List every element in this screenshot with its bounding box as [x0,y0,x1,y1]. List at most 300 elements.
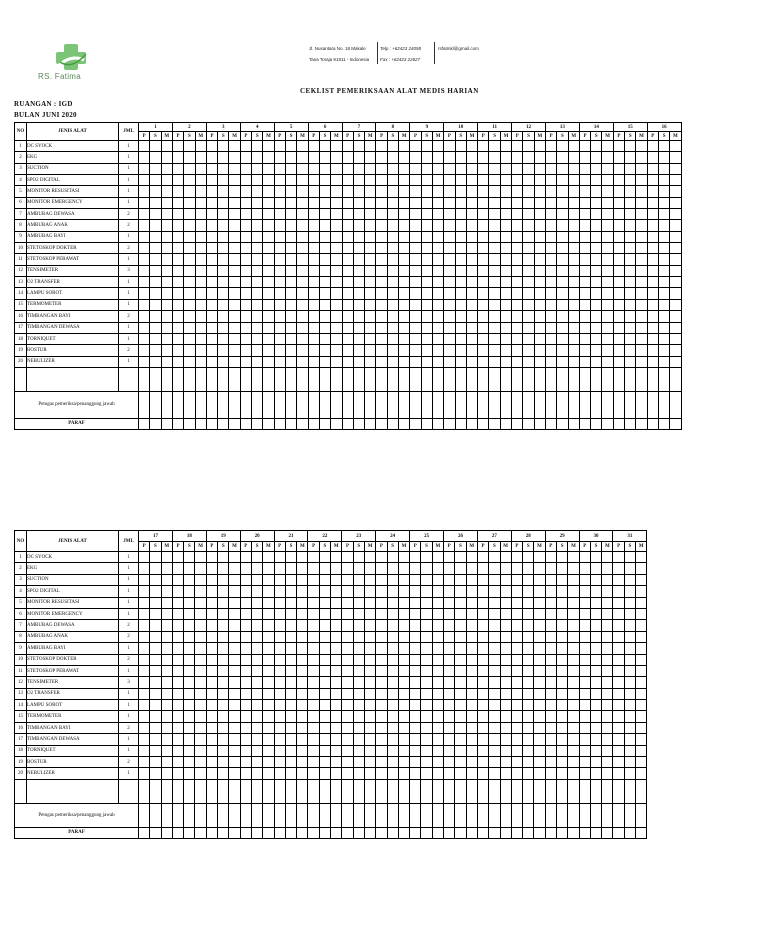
check-cell[interactable] [342,620,353,631]
check-cell[interactable] [568,643,579,654]
check-cell[interactable] [636,152,647,163]
check-cell[interactable] [398,745,409,756]
check-cell[interactable] [376,597,387,608]
check-cell[interactable] [444,356,455,367]
check-cell[interactable] [602,643,613,654]
check-cell[interactable] [240,711,251,722]
check-cell[interactable] [489,688,500,699]
sign-cell[interactable] [602,391,613,418]
check-cell[interactable] [229,333,240,344]
check-cell[interactable] [523,552,534,563]
check-cell[interactable] [229,254,240,265]
check-cell[interactable] [387,643,398,654]
check-cell[interactable] [432,333,443,344]
check-cell[interactable] [432,356,443,367]
check-cell[interactable] [613,186,624,197]
check-cell[interactable] [240,768,251,779]
check-cell[interactable] [523,231,534,242]
check-cell[interactable] [444,677,455,688]
check-cell[interactable] [252,254,263,265]
check-cell[interactable] [308,197,319,208]
check-cell[interactable] [172,586,183,597]
sign-cell[interactable] [478,391,489,418]
check-cell[interactable] [387,356,398,367]
check-cell[interactable] [285,163,296,174]
check-cell[interactable] [455,345,466,356]
check-cell[interactable] [568,552,579,563]
check-cell[interactable] [218,231,229,242]
check-cell[interactable] [579,643,590,654]
check-cell[interactable] [466,163,477,174]
check-cell[interactable] [568,688,579,699]
sign-cell[interactable] [387,803,398,827]
check-cell[interactable] [206,722,217,733]
check-cell[interactable] [613,231,624,242]
check-cell[interactable] [319,254,330,265]
check-cell[interactable] [150,333,161,344]
check-cell[interactable] [206,152,217,163]
check-cell[interactable] [353,311,364,322]
check-cell[interactable] [184,597,195,608]
check-cell[interactable] [319,643,330,654]
check-cell[interactable] [139,734,150,745]
check-cell[interactable] [579,299,590,310]
check-cell[interactable] [376,333,387,344]
check-cell[interactable] [489,654,500,665]
check-cell[interactable] [218,333,229,344]
check-cell[interactable] [568,345,579,356]
check-cell[interactable] [523,665,534,676]
check-cell[interactable] [421,265,432,276]
check-cell[interactable] [331,631,342,642]
check-cell[interactable] [229,608,240,619]
check-cell[interactable] [511,574,522,585]
sign-cell[interactable] [613,391,624,418]
paraf-cell[interactable] [206,827,217,838]
check-cell[interactable] [444,220,455,231]
check-cell[interactable] [206,186,217,197]
check-cell[interactable] [455,552,466,563]
check-cell[interactable] [150,711,161,722]
check-cell[interactable] [455,299,466,310]
check-cell[interactable] [523,745,534,756]
check-cell[interactable] [466,734,477,745]
check-cell[interactable] [184,574,195,585]
check-cell[interactable] [364,688,375,699]
sign-cell[interactable] [319,803,330,827]
paraf-cell[interactable] [636,418,647,429]
check-cell[interactable] [274,631,285,642]
check-cell[interactable] [150,265,161,276]
check-cell[interactable] [342,299,353,310]
check-cell[interactable] [139,209,150,220]
check-cell[interactable] [489,345,500,356]
check-cell[interactable] [274,220,285,231]
check-cell[interactable] [579,197,590,208]
check-cell[interactable] [636,254,647,265]
check-cell[interactable] [364,700,375,711]
check-cell[interactable] [172,152,183,163]
check-cell[interactable] [251,654,262,665]
check-cell[interactable] [308,631,319,642]
check-cell[interactable] [624,734,635,745]
check-cell[interactable] [297,265,308,276]
check-cell[interactable] [636,643,647,654]
check-cell[interactable] [658,265,669,276]
check-cell[interactable] [602,745,613,756]
sign-cell[interactable] [206,391,217,418]
check-cell[interactable] [161,345,172,356]
check-cell[interactable] [319,722,330,733]
sign-cell[interactable] [387,391,398,418]
check-cell[interactable] [410,586,421,597]
check-cell[interactable] [252,141,263,152]
check-cell[interactable] [591,345,602,356]
check-cell[interactable] [602,711,613,722]
check-cell[interactable] [523,597,534,608]
check-cell[interactable] [602,768,613,779]
check-cell[interactable] [172,631,183,642]
check-cell[interactable] [647,163,658,174]
check-cell[interactable] [263,757,274,768]
check-cell[interactable] [421,677,432,688]
check-cell[interactable] [399,209,410,220]
check-cell[interactable] [625,311,636,322]
check-cell[interactable] [613,220,624,231]
check-cell[interactable] [534,643,545,654]
check-cell[interactable] [274,620,285,631]
check-cell[interactable] [512,345,523,356]
check-cell[interactable] [353,677,364,688]
check-cell[interactable] [308,552,319,563]
check-cell[interactable] [376,563,387,574]
check-cell[interactable] [545,333,556,344]
check-cell[interactable] [364,586,375,597]
check-cell[interactable] [568,356,579,367]
check-cell[interactable] [557,277,568,288]
check-cell[interactable] [150,620,161,631]
check-cell[interactable] [591,299,602,310]
check-cell[interactable] [139,745,150,756]
check-cell[interactable] [636,288,647,299]
check-cell[interactable] [568,665,579,676]
check-cell[interactable] [432,768,443,779]
check-cell[interactable] [274,745,285,756]
check-cell[interactable] [274,677,285,688]
check-cell[interactable] [500,734,511,745]
check-cell[interactable] [568,152,579,163]
check-cell[interactable] [274,608,285,619]
check-cell[interactable] [218,141,229,152]
check-cell[interactable] [591,175,602,186]
check-cell[interactable] [297,608,308,619]
check-cell[interactable] [240,665,251,676]
check-cell[interactable] [545,265,556,276]
paraf-cell[interactable] [206,418,217,429]
check-cell[interactable] [240,141,251,152]
check-cell[interactable] [139,700,150,711]
check-cell[interactable] [523,586,534,597]
check-cell[interactable] [545,654,556,665]
check-cell[interactable] [636,768,647,779]
paraf-cell[interactable] [523,827,534,838]
sign-cell[interactable] [353,803,364,827]
paraf-cell[interactable] [410,827,421,838]
check-cell[interactable] [161,231,172,242]
check-cell[interactable] [410,700,421,711]
check-cell[interactable] [590,665,601,676]
check-cell[interactable] [387,552,398,563]
check-cell[interactable] [274,209,285,220]
check-cell[interactable] [579,277,590,288]
check-cell[interactable] [421,311,432,322]
check-cell[interactable] [534,299,545,310]
check-cell[interactable] [285,563,296,574]
sign-cell[interactable] [444,391,455,418]
check-cell[interactable] [195,563,206,574]
check-cell[interactable] [579,333,590,344]
check-cell[interactable] [636,711,647,722]
check-cell[interactable] [670,243,681,254]
check-cell[interactable] [421,608,432,619]
check-cell[interactable] [319,757,330,768]
check-cell[interactable] [523,254,534,265]
check-cell[interactable] [591,288,602,299]
check-cell[interactable] [376,231,387,242]
check-cell[interactable] [579,563,590,574]
check-cell[interactable] [489,333,500,344]
check-cell[interactable] [342,677,353,688]
paraf-cell[interactable] [240,827,251,838]
check-cell[interactable] [331,220,342,231]
check-cell[interactable] [274,197,285,208]
check-cell[interactable] [285,333,296,344]
check-cell[interactable] [432,563,443,574]
check-cell[interactable] [353,231,364,242]
check-cell[interactable] [308,597,319,608]
check-cell[interactable] [150,574,161,585]
check-cell[interactable] [172,265,183,276]
check-cell[interactable] [579,288,590,299]
check-cell[interactable] [274,186,285,197]
check-cell[interactable] [410,220,421,231]
check-cell[interactable] [387,231,398,242]
check-cell[interactable] [387,277,398,288]
check-cell[interactable] [251,722,262,733]
check-cell[interactable] [590,586,601,597]
paraf-cell[interactable] [387,418,398,429]
check-cell[interactable] [229,311,240,322]
check-cell[interactable] [466,254,477,265]
check-cell[interactable] [342,574,353,585]
check-cell[interactable] [534,254,545,265]
check-cell[interactable] [579,665,590,676]
check-cell[interactable] [466,243,477,254]
check-cell[interactable] [195,552,206,563]
check-cell[interactable] [398,665,409,676]
check-cell[interactable] [342,197,353,208]
check-cell[interactable] [523,711,534,722]
check-cell[interactable] [263,254,274,265]
check-cell[interactable] [218,322,229,333]
sign-cell[interactable] [342,391,353,418]
check-cell[interactable] [624,643,635,654]
check-cell[interactable] [387,768,398,779]
paraf-cell[interactable] [184,827,195,838]
check-cell[interactable] [466,608,477,619]
check-cell[interactable] [195,265,206,276]
check-cell[interactable] [319,163,330,174]
check-cell[interactable] [534,163,545,174]
check-cell[interactable] [579,175,590,186]
check-cell[interactable] [410,597,421,608]
check-cell[interactable] [297,574,308,585]
check-cell[interactable] [432,277,443,288]
check-cell[interactable] [478,163,489,174]
check-cell[interactable] [602,277,613,288]
check-cell[interactable] [444,608,455,619]
check-cell[interactable] [184,586,195,597]
check-cell[interactable] [647,311,658,322]
check-cell[interactable] [365,265,376,276]
check-cell[interactable] [353,552,364,563]
check-cell[interactable] [500,152,511,163]
check-cell[interactable] [466,700,477,711]
check-cell[interactable] [274,757,285,768]
sign-cell[interactable] [455,803,466,827]
check-cell[interactable] [579,586,590,597]
check-cell[interactable] [353,654,364,665]
check-cell[interactable] [172,311,183,322]
check-cell[interactable] [432,345,443,356]
check-cell[interactable] [523,141,534,152]
check-cell[interactable] [477,631,488,642]
check-cell[interactable] [319,586,330,597]
check-cell[interactable] [376,254,387,265]
check-cell[interactable] [556,700,567,711]
check-cell[interactable] [444,722,455,733]
check-cell[interactable] [285,620,296,631]
check-cell[interactable] [624,586,635,597]
check-cell[interactable] [613,254,624,265]
check-cell[interactable] [285,552,296,563]
check-cell[interactable] [353,597,364,608]
check-cell[interactable] [285,265,296,276]
check-cell[interactable] [556,620,567,631]
check-cell[interactable] [579,163,590,174]
check-cell[interactable] [387,631,398,642]
check-cell[interactable] [297,322,308,333]
check-cell[interactable] [545,311,556,322]
check-cell[interactable] [218,277,229,288]
check-cell[interactable] [274,231,285,242]
check-cell[interactable] [591,265,602,276]
check-cell[interactable] [568,175,579,186]
check-cell[interactable] [590,597,601,608]
check-cell[interactable] [489,597,500,608]
check-cell[interactable] [523,734,534,745]
check-cell[interactable] [139,311,150,322]
check-cell[interactable] [534,620,545,631]
check-cell[interactable] [229,322,240,333]
check-cell[interactable] [545,175,556,186]
check-cell[interactable] [240,677,251,688]
check-cell[interactable] [387,197,398,208]
check-cell[interactable] [229,141,240,152]
check-cell[interactable] [613,299,624,310]
sign-cell[interactable] [590,803,601,827]
check-cell[interactable] [353,175,364,186]
check-cell[interactable] [545,563,556,574]
check-cell[interactable] [557,175,568,186]
check-cell[interactable] [466,643,477,654]
check-cell[interactable] [534,711,545,722]
check-cell[interactable] [534,677,545,688]
paraf-cell[interactable] [263,418,274,429]
check-cell[interactable] [602,757,613,768]
check-cell[interactable] [353,620,364,631]
check-cell[interactable] [613,288,624,299]
check-cell[interactable] [206,745,217,756]
check-cell[interactable] [477,552,488,563]
check-cell[interactable] [263,197,274,208]
check-cell[interactable] [353,141,364,152]
check-cell[interactable] [545,141,556,152]
check-cell[interactable] [444,163,455,174]
sign-cell[interactable] [229,391,240,418]
check-cell[interactable] [647,141,658,152]
check-cell[interactable] [444,231,455,242]
check-cell[interactable] [590,620,601,631]
sign-cell[interactable] [421,803,432,827]
check-cell[interactable] [172,722,183,733]
sign-cell[interactable] [500,803,511,827]
check-cell[interactable] [195,608,206,619]
check-cell[interactable] [500,322,511,333]
check-cell[interactable] [432,677,443,688]
check-cell[interactable] [591,243,602,254]
check-cell[interactable] [466,620,477,631]
check-cell[interactable] [285,586,296,597]
sign-cell[interactable] [308,391,319,418]
check-cell[interactable] [523,265,534,276]
paraf-cell[interactable] [534,827,545,838]
check-cell[interactable] [161,586,172,597]
check-cell[interactable] [263,141,274,152]
check-cell[interactable] [545,197,556,208]
check-cell[interactable] [229,231,240,242]
check-cell[interactable] [511,631,522,642]
check-cell[interactable] [432,299,443,310]
check-cell[interactable] [658,299,669,310]
check-cell[interactable] [647,209,658,220]
check-cell[interactable] [353,243,364,254]
check-cell[interactable] [500,220,511,231]
check-cell[interactable] [387,288,398,299]
check-cell[interactable] [387,677,398,688]
paraf-cell[interactable] [455,418,466,429]
check-cell[interactable] [478,277,489,288]
check-cell[interactable] [308,277,319,288]
check-cell[interactable] [658,333,669,344]
check-cell[interactable] [387,608,398,619]
check-cell[interactable] [319,688,330,699]
check-cell[interactable] [466,175,477,186]
check-cell[interactable] [365,299,376,310]
paraf-cell[interactable] [274,827,285,838]
check-cell[interactable] [240,757,251,768]
check-cell[interactable] [229,574,240,585]
